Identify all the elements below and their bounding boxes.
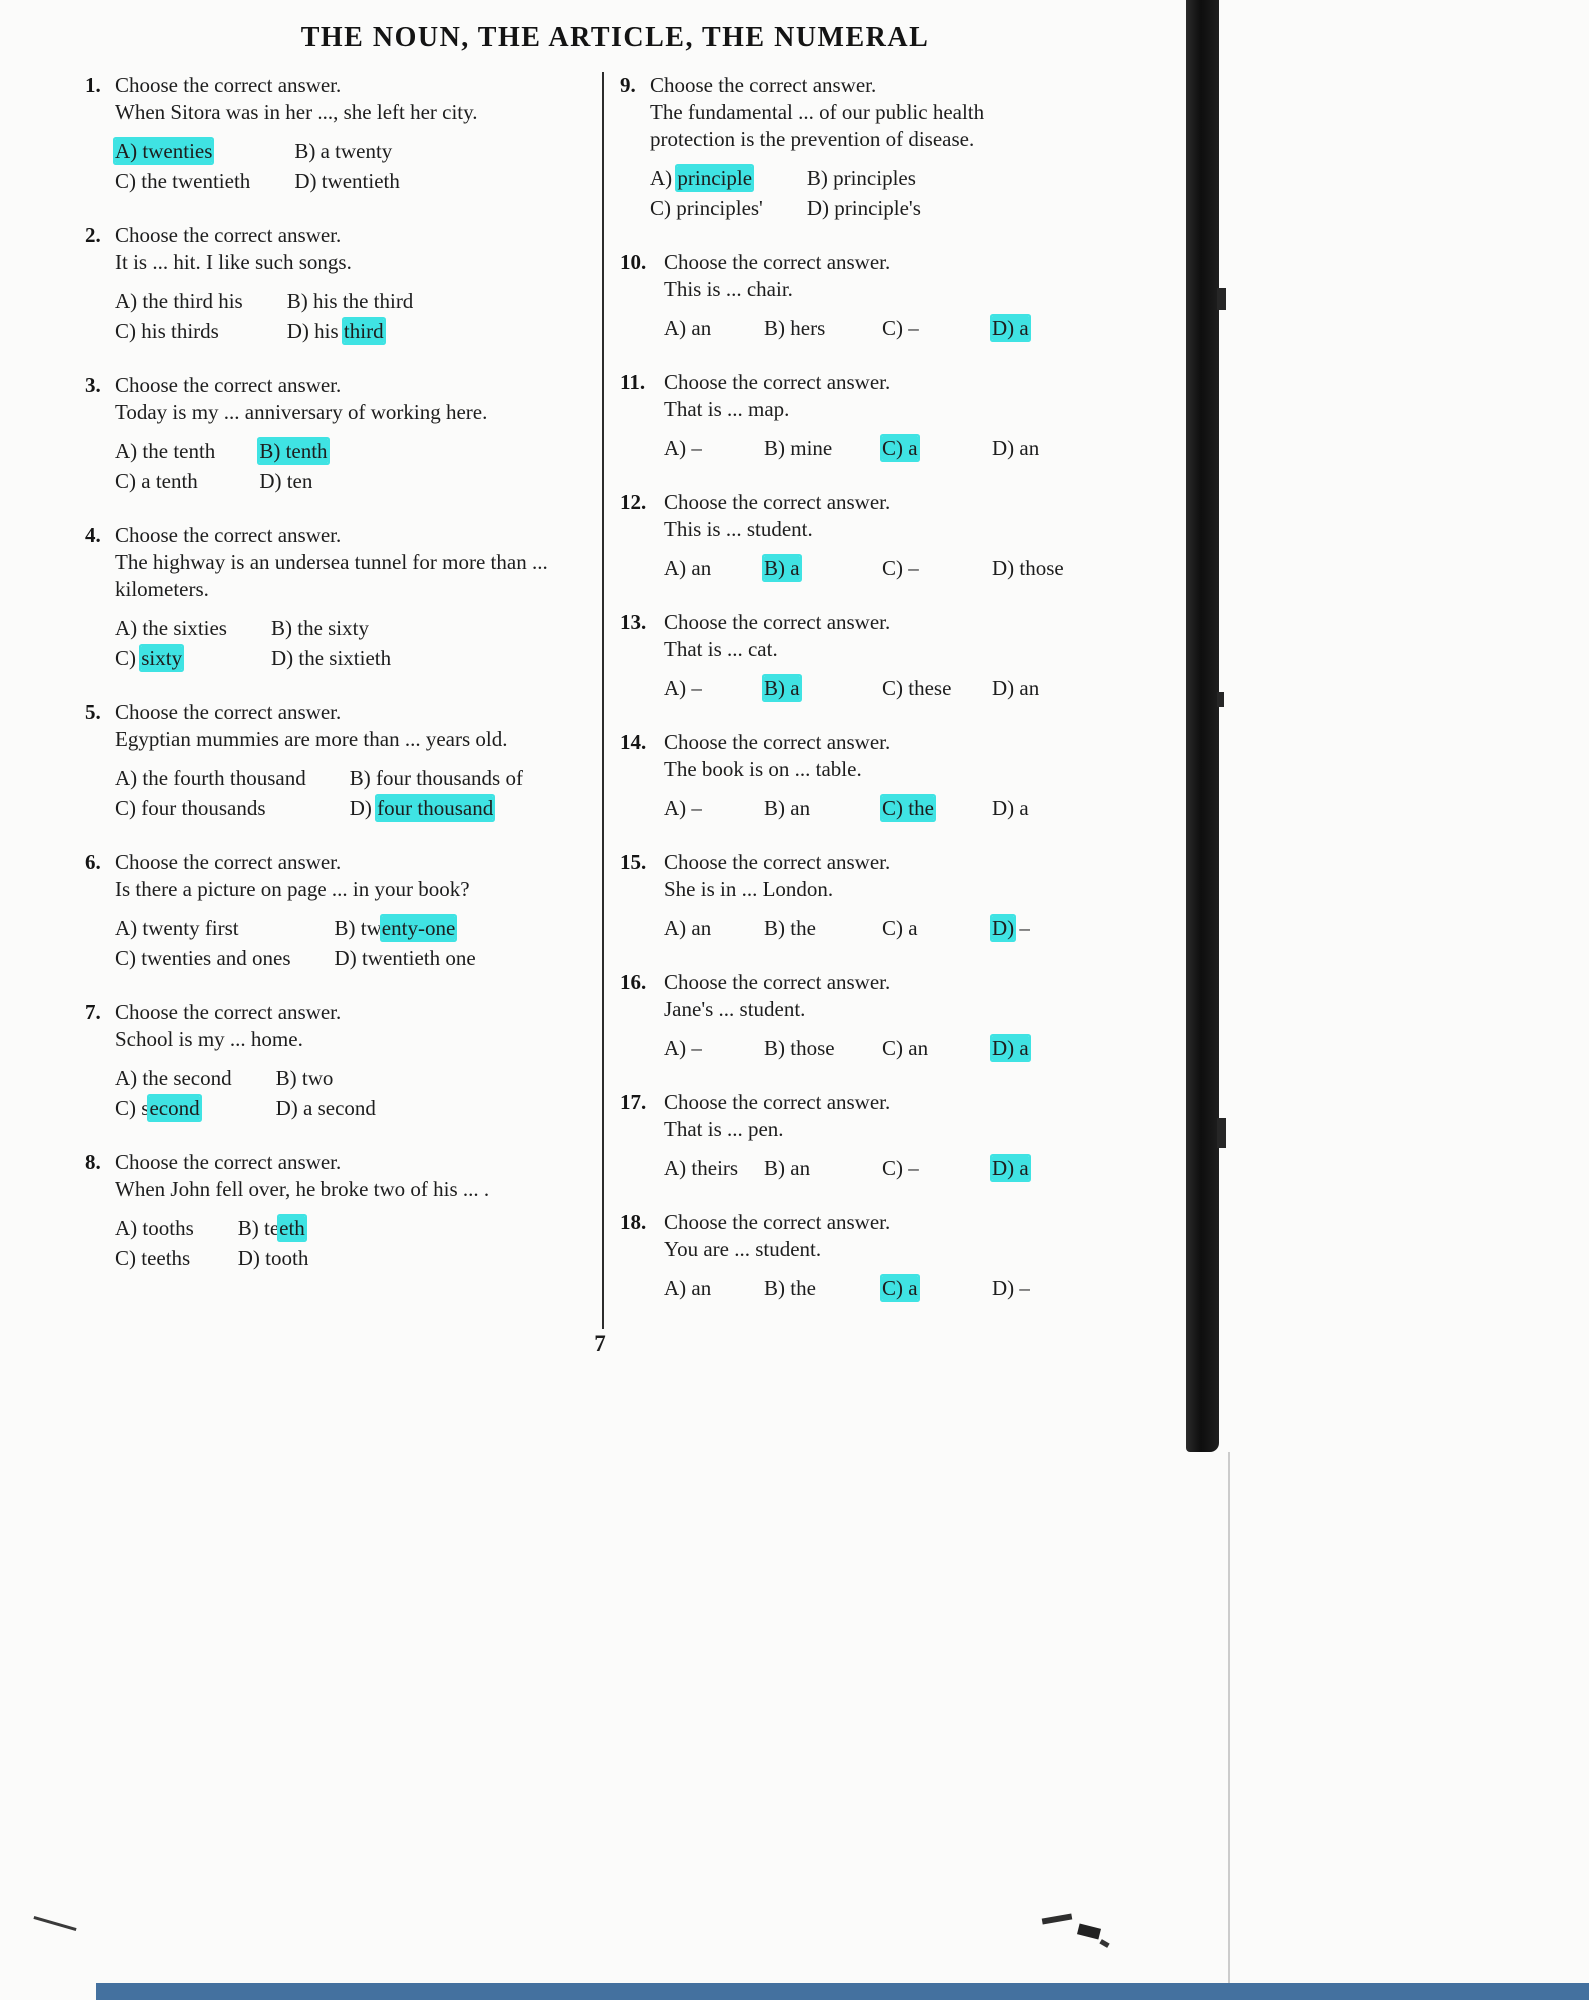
option <box>992 675 1067 702</box>
option <box>238 1215 557 1242</box>
option <box>271 615 557 642</box>
option-text: A) <box>650 166 678 190</box>
answer-highlight: sixty <box>141 646 183 670</box>
question-head <box>664 1089 1067 1116</box>
answer-highlight: principle <box>677 166 753 190</box>
question-instruction: Choose the correct answer. <box>664 250 891 274</box>
option-text: C) an <box>882 1036 929 1060</box>
option-text: D) a <box>992 796 1029 820</box>
option <box>294 138 557 165</box>
option <box>882 795 992 822</box>
question-text: School is my ... home. <box>115 1027 303 1051</box>
option-text: C) his thirds <box>115 319 219 343</box>
option <box>276 1095 557 1122</box>
option-text: C) four thousands <box>115 796 266 820</box>
option-text: C) the twentieth <box>115 169 251 193</box>
option <box>992 1275 1067 1302</box>
question-head <box>115 1149 557 1176</box>
option-text: A) the third his <box>115 289 243 313</box>
question-head <box>664 249 1067 276</box>
option-text: B) a twenty <box>294 139 393 163</box>
question-head <box>664 969 1067 996</box>
option-text: B) the <box>764 1276 816 1300</box>
option <box>882 1035 992 1062</box>
question-instruction: Choose the correct answer. <box>115 523 342 547</box>
option-text: B) his the third <box>286 289 414 313</box>
question-instruction: Choose the correct answer. <box>115 373 342 397</box>
option-text: B) te <box>237 1216 280 1240</box>
option <box>287 318 557 345</box>
option <box>276 1065 557 1092</box>
question-head <box>115 699 557 726</box>
option-text: A) the sixties <box>115 616 227 640</box>
option <box>664 915 764 942</box>
question-head <box>664 609 1067 636</box>
option <box>115 288 243 315</box>
option <box>115 1095 232 1122</box>
question-14 <box>620 729 1067 822</box>
option <box>664 795 764 822</box>
answer-highlight: enty-one <box>381 916 456 940</box>
question-text: Jane's ... student. <box>664 997 806 1021</box>
question-head <box>115 72 557 99</box>
option <box>882 1275 992 1302</box>
question-text: The fundamental ... of our public health protection is the prevention of disease. <box>650 100 985 151</box>
question-10 <box>620 249 1067 342</box>
question-text: Is there a picture on page ... in your book? <box>115 877 470 901</box>
option <box>882 555 992 582</box>
options-group <box>664 1155 1067 1182</box>
option <box>807 195 1067 222</box>
question-number: 14. <box>620 730 647 754</box>
question-number: 2. <box>85 223 101 247</box>
page-title: THE NOUN, THE ARTICLE, THE NUMERAL <box>300 22 930 53</box>
option <box>664 435 764 462</box>
options-group <box>115 138 557 195</box>
option <box>764 315 882 342</box>
option <box>992 435 1067 462</box>
question-instruction: Choose the correct answer. <box>115 73 342 97</box>
option-text: B) hers <box>764 316 826 340</box>
question-instruction: Choose the correct answer. <box>115 1150 342 1174</box>
question-number: 18. <box>620 1210 647 1234</box>
option-text: B) those <box>764 1036 835 1060</box>
option <box>115 318 243 345</box>
option-text: D) those <box>992 556 1064 580</box>
option <box>764 1275 882 1302</box>
question-number: 8. <box>85 1150 101 1174</box>
question-12 <box>620 489 1067 582</box>
option <box>992 315 1067 342</box>
option-text: D) tooth <box>237 1246 309 1270</box>
question-head <box>664 369 1067 396</box>
option <box>807 165 1067 192</box>
option-text: C) these <box>882 676 952 700</box>
question-instruction: Choose the correct answer. <box>115 223 342 247</box>
question-8 <box>85 1149 557 1272</box>
option <box>115 645 227 672</box>
option-text: A) – <box>664 676 702 700</box>
option <box>115 138 250 165</box>
question-number: 7. <box>85 1000 101 1024</box>
options-group <box>115 438 557 495</box>
answer-highlight: D) a <box>992 316 1029 340</box>
question-number: 4. <box>85 523 101 547</box>
right-column <box>602 72 1067 1329</box>
options-group <box>115 1215 557 1272</box>
question-instruction: Choose the correct answer. <box>115 850 342 874</box>
answer-highlight: D) a <box>992 1036 1029 1060</box>
option <box>764 435 882 462</box>
option-text: D) ten <box>259 469 313 493</box>
question-head <box>115 849 557 876</box>
option <box>664 555 764 582</box>
option-text: D) the sixtieth <box>270 646 392 670</box>
question-number: 6. <box>85 850 101 874</box>
question-instruction: Choose the correct answer. <box>664 1090 891 1114</box>
question-text: It is ... hit. I like such songs. <box>115 250 352 274</box>
option <box>287 288 557 315</box>
options-group <box>664 1035 1067 1062</box>
question-17 <box>620 1089 1067 1182</box>
question-text: Egyptian mummies are more than ... years old. <box>115 727 508 751</box>
scan-mark <box>1217 288 1226 310</box>
option-text: D) an <box>992 436 1040 460</box>
option-text: B) four thousands of <box>349 766 523 790</box>
option-text: B) the <box>764 916 816 940</box>
option-text: C) – <box>882 556 919 580</box>
option <box>664 315 764 342</box>
answer-highlight: B) tenth <box>259 439 328 463</box>
option <box>664 1035 764 1062</box>
question-2 <box>85 222 557 345</box>
question-text: When Sitora was in her ..., she left her city. <box>115 100 478 124</box>
question-head <box>115 999 557 1026</box>
option-text: A) theirs <box>664 1156 739 1180</box>
option-text: C) a tenth <box>115 469 198 493</box>
answer-highlight: eth <box>279 1216 305 1240</box>
question-16 <box>620 969 1067 1062</box>
option-text: B) tw <box>334 916 382 940</box>
option-text: D) an <box>992 676 1040 700</box>
option <box>115 765 306 792</box>
option <box>650 195 763 222</box>
scan-mark <box>1217 692 1224 707</box>
pen-mark <box>33 1916 76 1931</box>
option-text: D) twentieth <box>294 169 400 193</box>
question-5 <box>85 699 557 822</box>
option <box>992 555 1067 582</box>
option <box>115 915 291 942</box>
option <box>115 168 250 195</box>
question-instruction: Choose the correct answer. <box>664 850 891 874</box>
options-group <box>115 288 557 345</box>
question-text: That is ... map. <box>664 397 790 421</box>
question-number: 3. <box>85 373 101 397</box>
option <box>238 1245 557 1272</box>
bottom-scan-bar <box>96 1983 1589 2000</box>
question-text: The book is on ... table. <box>664 757 862 781</box>
option <box>882 315 992 342</box>
options-group <box>115 765 557 822</box>
option <box>882 1155 992 1182</box>
question-number: 16. <box>620 970 647 994</box>
option-text: C) <box>115 646 142 670</box>
option-text: D) <box>349 796 378 820</box>
option-text: B) mine <box>764 436 833 460</box>
page-fold-line <box>1228 1452 1230 1984</box>
question-text: This is ... student. <box>664 517 813 541</box>
answer-highlight: C) a <box>882 436 918 460</box>
options-group <box>664 555 1067 582</box>
option <box>882 675 992 702</box>
option-text: A) the fourth thousand <box>115 766 306 790</box>
question-text: The highway is an undersea tunnel for more than ... kilometers. <box>115 550 548 601</box>
options-group <box>664 915 1067 942</box>
option <box>650 165 763 192</box>
options-group <box>664 315 1067 342</box>
question-head <box>115 522 557 549</box>
question-text: That is ... pen. <box>664 1117 784 1141</box>
option-text: A) tooths <box>115 1216 194 1240</box>
option-text: – <box>1014 916 1030 940</box>
option <box>335 945 557 972</box>
book-spine-shadow <box>1186 0 1219 1452</box>
question-3 <box>85 372 557 495</box>
option <box>664 675 764 702</box>
option-text: C) – <box>882 1156 919 1180</box>
answer-highlight: B) a <box>764 556 800 580</box>
option <box>294 168 557 195</box>
option <box>664 1275 764 1302</box>
option <box>882 915 992 942</box>
option <box>115 468 215 495</box>
answer-highlight: C) the <box>882 796 934 820</box>
page-number: 7 <box>594 1331 606 1356</box>
question-number: 12. <box>620 490 647 514</box>
option-text: A) the tenth <box>115 439 216 463</box>
question-number: 11. <box>620 370 646 394</box>
option <box>764 1035 882 1062</box>
option-text: A) the second <box>115 1066 232 1090</box>
scan-mark <box>1217 1118 1226 1148</box>
option <box>115 615 227 642</box>
option-text: A) an <box>664 1276 712 1300</box>
option-text: C) a <box>882 916 918 940</box>
option <box>992 795 1067 822</box>
question-text: She is in ... London. <box>664 877 834 901</box>
answer-highlight: D) <box>992 916 1015 940</box>
question-head <box>664 1209 1067 1236</box>
option <box>115 1245 194 1272</box>
question-number: 5. <box>85 700 101 724</box>
answer-highlight: econd <box>149 1096 200 1120</box>
question-head <box>664 489 1067 516</box>
options-group <box>664 1275 1067 1302</box>
question-instruction: Choose the correct answer. <box>664 970 891 994</box>
question-9 <box>620 72 1067 222</box>
options-group <box>664 675 1067 702</box>
option-text: C) s <box>115 1096 150 1120</box>
question-instruction: Choose the correct answer. <box>115 700 342 724</box>
option <box>115 945 291 972</box>
option <box>115 1215 194 1242</box>
question-instruction: Choose the correct answer. <box>664 730 891 754</box>
option-text: B) an <box>764 1156 811 1180</box>
answer-highlight: four thousand <box>377 796 494 820</box>
option-text: A) – <box>664 1036 702 1060</box>
option-text: D) a second <box>275 1096 376 1120</box>
option-text: D) twentieth one <box>334 946 476 970</box>
option <box>350 765 557 792</box>
option <box>764 915 882 942</box>
option <box>271 645 557 672</box>
option <box>764 555 882 582</box>
option-text: C) – <box>882 316 919 340</box>
question-number: 10. <box>620 250 647 274</box>
option <box>259 438 557 465</box>
question-number: 17. <box>620 1090 647 1114</box>
pen-mark <box>1077 1924 1101 1940</box>
question-head <box>115 372 557 399</box>
option <box>259 468 557 495</box>
question-number: 9. <box>620 73 636 97</box>
option-text: C) teeths <box>115 1246 191 1270</box>
question-1 <box>85 72 557 195</box>
option-text: D) principle's <box>806 196 921 220</box>
option-text: D) – <box>992 1276 1030 1300</box>
question-head <box>664 729 1067 756</box>
option <box>992 1155 1067 1182</box>
question-instruction: Choose the correct answer. <box>664 610 891 634</box>
question-head <box>115 222 557 249</box>
option <box>115 795 306 822</box>
question-head <box>650 72 1067 99</box>
question-text: This is ... chair. <box>664 277 793 301</box>
option-text: A) an <box>664 556 712 580</box>
question-15 <box>620 849 1067 942</box>
options-group <box>664 435 1067 462</box>
option-text: B) two <box>275 1066 334 1090</box>
question-text: You are ... student. <box>664 1237 822 1261</box>
answer-highlight: third <box>343 319 384 343</box>
question-instruction: Choose the correct answer. <box>664 490 891 514</box>
question-18 <box>620 1209 1067 1302</box>
question-number: 13. <box>620 610 647 634</box>
question-instruction: Choose the correct answer. <box>664 370 891 394</box>
option-text: D) his <box>286 319 344 343</box>
pen-mark <box>1042 1913 1073 1924</box>
option <box>115 438 215 465</box>
option <box>992 915 1067 942</box>
option-text: A) an <box>664 316 712 340</box>
question-11 <box>620 369 1067 462</box>
question-text: That is ... cat. <box>664 637 778 661</box>
question-6 <box>85 849 557 972</box>
option-text: B) the sixty <box>270 616 369 640</box>
question-4 <box>85 522 557 672</box>
question-number: 15. <box>620 850 647 874</box>
question-head <box>664 849 1067 876</box>
option <box>992 1035 1067 1062</box>
question-instruction: Choose the correct answer. <box>650 73 877 97</box>
option-text: C) twenties and ones <box>115 946 291 970</box>
options-group <box>650 165 1067 222</box>
question-13 <box>620 609 1067 702</box>
option-text: C) principles' <box>650 196 763 220</box>
question-instruction: Choose the correct answer. <box>115 1000 342 1024</box>
option-text: B) an <box>764 796 811 820</box>
options-group <box>664 795 1067 822</box>
option <box>664 1155 764 1182</box>
option <box>764 1155 882 1182</box>
option <box>350 795 557 822</box>
pen-mark <box>1099 1939 1109 1948</box>
answer-highlight: A) twenties <box>115 139 213 163</box>
options-group <box>115 1065 557 1122</box>
answer-highlight: B) a <box>764 676 800 700</box>
question-instruction: Choose the correct answer. <box>664 1210 891 1234</box>
option <box>882 435 992 462</box>
option-text: A) twenty first <box>115 916 239 940</box>
question-text: Today is my ... anniversary of working here. <box>115 400 488 424</box>
option <box>764 795 882 822</box>
option <box>335 915 557 942</box>
option-text: A) – <box>664 436 702 460</box>
question-columns <box>85 72 1067 1329</box>
option-text: A) – <box>664 796 702 820</box>
option-text: A) an <box>664 916 712 940</box>
option-text: B) principles <box>806 166 916 190</box>
answer-highlight: D) a <box>992 1156 1029 1180</box>
question-7 <box>85 999 557 1122</box>
left-column <box>85 72 602 1329</box>
answer-highlight: C) a <box>882 1276 918 1300</box>
options-group <box>115 915 557 972</box>
question-text: When John fell over, he broke two of his ... . <box>115 1177 490 1201</box>
option <box>115 1065 232 1092</box>
options-group <box>115 615 557 672</box>
option <box>764 675 882 702</box>
question-number: 1. <box>85 73 101 97</box>
